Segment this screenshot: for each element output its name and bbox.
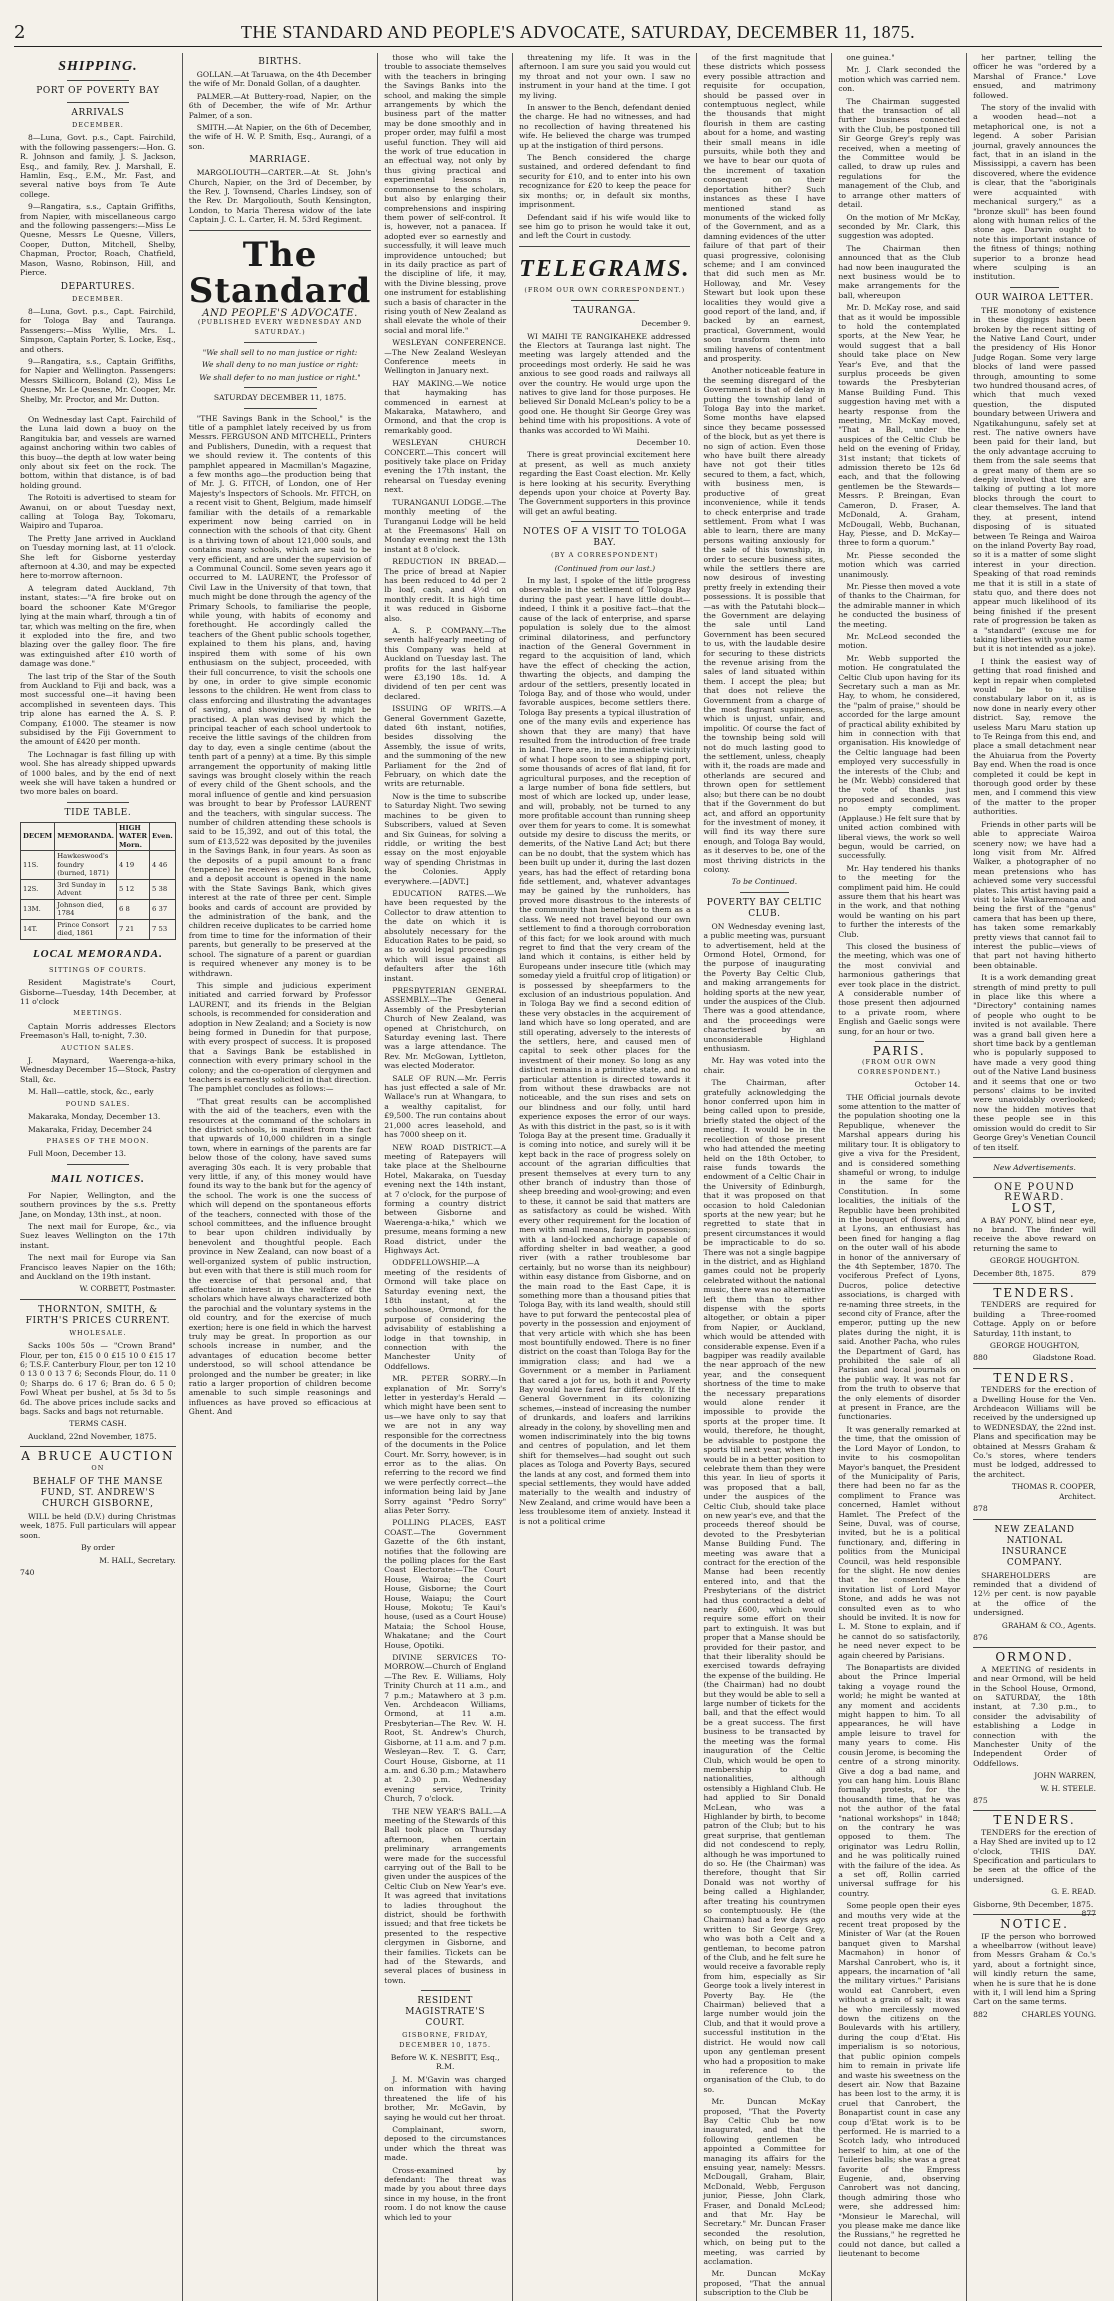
to-be-continued: To be Continued. bbox=[731, 877, 798, 887]
bruce-number: 740 bbox=[20, 1568, 35, 1578]
column-1 bbox=[14, 53, 183, 2301]
wairoa-paragraph: I think the easiest way of getting that road finished and kept in repair when completed would be to utilise constabulary labor on it, as is now done in nearly every other district. Say, remove the useless Maru Maru station up to Te Reinga from this end, and place a small detachment near the Ahuiarua from the Poverty Bay end. When the road is once completed it could be kept in thorough good order by these men, and I commend this view of the matter to the proper authorities. bbox=[973, 656, 1096, 817]
tologa-continued: (Continued from our last.) bbox=[554, 563, 656, 573]
leading-article: "THE Savings Bank in the School," is the title of a pamphlet lately received by us from Messrs. FERGUSON AND MITCHELL, Printers and Publishers, Dunedin, with a request that we should review it. The contents of this pamphlet appeared in Macmillan's Magazine, a few months ago—the production being that of Mr. J. G. FITCH, of London, one of Her Majesty's Inspectors of Schools. Mr. FITCH, on a recent visit to Ghent, Belgium, made himself familiar with the details of a remarkable experiment now being carried on in connection with the schools of that city. Ghent is a thriving town of about 121,000 souls, and contains many schools, which are said to be very efficient, and are under the supervision of a Communal Council. Some seven years ago it occurred to M. LAURENT, the Professor of Civil Law in the University of that town, that much might be done through the agency of the Primary Schools, to familiarise the people, while young, with habits of economy and forethought. He accordingly called the teachers of the Ghent public schools together, explained to them his plans, and, having inspired them with some of his own enthusiasm on the subject, proceeded, with their full concurrence, to visit the schools one by one, in order to give simple economic lessons to the children. He went from class to class enforcing and illustrating the advantages of saving, and showing how it might be practised. A plan was devised by which the principal teacher of each school undertook to receive the little savings of the children from day to day, even a single centime (about the tenth part of a penny) at a time. By this simple arrangement the opportunity of making little savings was brought closely within the reach of every child of the Ghent schools, and the moral influence of gentle and kind persuasion was brought to bear by Professor LAURENT and the teachers, with singular success. The number of children attending these schools is said to be 15,392, and out of this total, the sum of £13,522 was deposited by the juveniles in the Savings Bank, in four years. As soon as the deposits of a pupil amount to a franc (tenpence) he receives a Savings Bank book, and a deposit account is opened in the name with the State Savings Bank, which gives interest at the rate of three per cent. Simple books and cards of account are provided by the administration of the bank, and the children receive duplicates to be carried home from time to time for the information of their parents, but generally to be preserved at the school. The signature of a parent or guardian is required whenever any money is to be withdrawn. bbox=[188, 413, 372, 978]
tologa-byline: (BY A CORRESPONDENT) bbox=[551, 551, 659, 560]
news-paragraph: ISSUING OF WRITS.—A General Government Gazette, dated 6th instant, notifies, besides dissolving the Assembly, the issue of writs, and the summoning of the new Parliament for the 2nd of February, on which date the writs are returnable. bbox=[384, 704, 507, 789]
telegrams-subheading: (FROM OUR OWN CORRESPONDENT.) bbox=[524, 285, 686, 294]
auction-entry: M. Hall—cattle, stock, &c., early bbox=[28, 1087, 154, 1097]
auction-heading: AUCTION SALES. bbox=[61, 1043, 135, 1052]
auction-entry: J. Maynard, Waerenga-a-hika, Wednesday December 15—Stock, Pastry Stall, &c. bbox=[20, 1056, 176, 1084]
tender-body: TENDERS for the erection of a Dwelling House for the Ven. Archdeacon Williams will be received by the undersigned up to WEDNESDAY, the 22nd inst. Plans and specification may be obtained at Messrs Graham & Co.'s stores, where tenders must be lodged, addressed to the architect. bbox=[973, 1385, 1096, 1479]
dateline: December 10. bbox=[636, 438, 691, 447]
celtic-paragraph: Mr. J. Clark seconded the motion which was carried nem. con. bbox=[838, 65, 961, 94]
celtic-paragraph: Mr. Hay tendered his thanks to the meeting for the compliment paid him. He could assure them that his heart was in the work, and that nothing would be wanting on his part to further the interests of the Club. bbox=[838, 863, 961, 939]
prices-subheading: WHOLESALE. bbox=[69, 1328, 127, 1337]
news-paragraph: Now is the time to subscribe to Saturday Night. Two sewing machines to be given to Subscribers, valued at Seven and Six Guineas, for solving a riddle, or writing the best essay on the most enjoyable way of spending Christmas in the Colonies. Apply everywhere.—[ADVT.] bbox=[384, 791, 507, 886]
rm-court-date: GISBORNE, FRIDAY, DECEMBER 10, 1875. bbox=[399, 2031, 492, 2049]
celtic-club-heading: POVERTY BAY CELTIC CLUB. bbox=[706, 897, 823, 919]
celtic-paragraph: Mr. Hay was voted into the chair. bbox=[703, 1056, 826, 1075]
celtic-paragraph: Mr. Duncan McKay proposed, "That the Poverty Bay Celtic Club be now inaugurated, and that the following gentlemen be appointed a Committee for managing its affairs for the ensuing year, namely: Messrs. McDougall, Graham, Blair, McDonald, Webb, Ferguson junior, Piesse, John Clark, Fraser, and Donald McLeod; and that Mr. Hay be Secretary." Mr. Duncan Fraser seconded the resolution, which, on being put to the meeting, was carried by acclamation. bbox=[703, 2097, 826, 2267]
tologa-paragraph: In my last, I spoke of the little progress observable in the settlement of Tologa Bay during the past year. I have little doubt—indeed, I think it a positive fact—that the cause of the lack of enterprise, and sparse population is solely due to the almost criminal dilatoriness, and perfunctory inaction of the General Government in regard to the acquisition of land, which have the effect of checking the action, thwarting the objects, and damping the ardour of the settlers, presently located in Tologa Bay, and of those who would, under favorable auspices, become settlers there. Tologa Bay presents a typical illustration of one of the many evils and experience has shown that they are many) that have resulted from the introduction of free trade in land. There are, in the immediate vicinity of what I hope soon to see a shipping port, some thousands of acres of flat land, fit for agricultural purposes, and the reception of a large number of bona fide settlers, but most of which are locked up, under lease, and will, probably, not be turned to any more profitable account than running sheep over them for years to come. It is somewhat outside my desire to discuss the merits, or demerits, of the Native Land Act; but there can be no doubt, that the system which has been built up under it, during the last dozen years, has had the effect of retarding bona fide settlement, and, whatever advantages may be gained by the runholders, has proved more disastrous to the interests of the community than beneficial to them as a class. We need not travel beyond our own settlement to find a thorough corroboration of this fact; for we look around with much regret to find that the very cream of the land which it contains, is either held by Europeans under insecure title (which may someday yield a fruitful crop of litigation) or is possessed by sheepfarmers to the exclusion of an industrious population. And in Tologa Bay we find a second edition of these very obstacles in the acquirement of land which have so long operated, and are still operating, adversely to the interests of the settlers, here, and caused men of capital to seek other places for the investment of their money. So long as any distinct remains in a primitive state, and no particular attention is directed towards it from without these drawbacks are not noticeable, and the sun rises and sets on our blindness and our folly, until hard experience exposes the error of our ways. As with this district in the past, so is it with Tologa Bay at the present time. Gradually it is coming into notice, and surely will it be kept back in the race of progress solely on account of the agrarian difficulties that present themselves at every turn to any other branch of industry than those of sheep breeding and wool-growing; and even to these, it cannot be said that matters are as satisfactory as could be wished. With every other requirement for the location of men with small means, fairly in possession; with a land-locked anchorage capable of affording shelter in bad weather, a good river (with a rather troublesome bar certainly, but no worse than its neighbour) within easy distance from Gisborne, and on the main road to the East Cape, it is something more than a thousand pities that Tologa Bay, with its land wealth, should still have to put forward the pentecostal plea of poverty in the possession and enjoyment of that very article with which she has been most bountifully endowed. There is no finer district on the coast than Tologa Bay for the immigration class; and had we a Government or a member in Parliament that cared a jot for us, both it and Poverty Bay would have fared far differently. If the General Government in its colonizing schemes,—instead of increasing the number of drunkards, and loafers and larrikins already in the colony, by shovelling men and women indiscriminately into the big towns and centres of population, and let them shift for themselves—had sought out such places as Tologa and Poverty Bays, secured the lands at any cost, and formed them into special settlements, they would have added materially to the wealth and industry of New Zealand, and crime would have been a less troublesome item of anxiety. Instead it is not a political crime bbox=[519, 576, 691, 1526]
page-number: 2 bbox=[14, 22, 26, 43]
tender-signature: THOMAS R. COOPER, Architect. bbox=[1011, 1482, 1096, 1501]
prices-body: Sacks 100s 50s — "Crown Brand" Flour, per ton, £15 0 0 £15 10 0 £15 17 6; T.S.F. Canterbury Flour, per ton 12 10 0 13 0 0 13 7 6; Seconds Flour, do. 11 0 0; Sharps do. 6 17 6; Bran do. 6 5 0; Fowl Wheat per bushel, at 5s 3d to 5s 6d. The above prices include sacks and bags. Sacks and bags not returnable. bbox=[20, 1341, 176, 1417]
mail-entry: The next mail for Europe, &c., via Suez leaves Wellington on the 17th instant. bbox=[20, 1221, 176, 1250]
bruce-by-order: By order bbox=[81, 1543, 115, 1553]
telegram-paragraph: There is great provincial excitement here at present, as well as much anxiety regarding the East Coast election. Mr. Kelly is here looking at his security. Everything depends upon your choice at Poverty Bay. The Government supporters in this province will get an awful beating. bbox=[519, 450, 691, 516]
standard-logo-subtitle: AND PEOPLE'S ADVOCATE. bbox=[202, 307, 358, 319]
news-paragraph: THE NEW YEAR'S BALL.—A meeting of the Stewards of this Ball took place on Thursday afternoon, when certain preliminary arrangements were made for the successful carrying out of the Ball to be given under the auspices of the Celtic Club on New Year's eve. It was agreed that invitations to ladies throughout the district, should be forthwith issued; and that free tickets be presented to the respective clergymen in Gisborne, and their families. Tickets can be had of the Stewards, and several places of business in town. bbox=[384, 1806, 507, 1985]
news-paragraph: NEW ROAD DISTRICT.—A meeting of Ratepayers will take place at the Shelbourne Hotel, Makaraka, on Tuesday evening next the 14th instant, at 7 o'clock, for the purpose of forming a country district between Gisborne and Waerenga-a-hika," which we presume, means forming a new Road district, under the Highways Act. bbox=[384, 1142, 507, 1255]
shipping-news: The Lochnagar is fast filling up with wool. She has already shipped upwards of 1000 bales, and by the end of next week she will have taken a hundred or two more bales on board. bbox=[20, 749, 176, 797]
tologa-heading: NOTES OF A VISIT TO TOLOGA BAY. bbox=[522, 527, 687, 549]
celtic-paragraph: The Chairman suggested that the transaction of all further business connected with the Club, be postponed till Sir George Grey's reply was received, when a meeting of the Committee would be called, to draw up rules and regulations for the management of the Club, and to arrange other matters of detail. bbox=[838, 96, 961, 210]
ormond-signature: W. H. STEELE. bbox=[1040, 1783, 1096, 1793]
departure-entry: 9—Rangatira, s.s., Captain Griffiths, for Napier and Wellington. Passengers: Messrs Skillicorn, Boland (2), Miss Le Quesne, Mr. Le Quesne, Mr. Cooper, Mr. Shelby, Mr. Proctor, and Mr. Dutton. bbox=[20, 356, 176, 404]
tide-table-heading: TIDE TABLE. bbox=[64, 807, 132, 818]
motto-line: We shall defer to no man justice or right." bbox=[199, 372, 361, 382]
news-paragraph: A. S. P. COMPANY.—The seventh half-yearly meeting of this Company was held at Auckland on Tuesday last. The profits for the last half-year were £3,190 18s. 1d. A dividend of ten per cent was declared. bbox=[384, 625, 507, 701]
table-row: 12S. 3rd Sunday in Advent 5 12 5 38 bbox=[21, 879, 176, 899]
rm-court-heading: RESIDENT MAGISTRATE'S COURT. bbox=[405, 1996, 486, 2029]
tender-signature: GEORGE HOUGHTON, bbox=[989, 1341, 1080, 1350]
births-heading: BIRTHS. bbox=[258, 57, 302, 67]
leading-article: "That great results can be accomplished with the aid of the teachers, even with the resources at the command of the scholars in the district schools, is manifest from the fact that upwards of 10,000 children in a single town, where in earnings of the parents are far below those of the colony, have saved sums averaging 30s each. It is very probable that very little, if any, of this money would have found its way to the bank but for the agency of the school. The work is one the success of which will depend on the spontaneous efforts of the teachers, connected with those of the school committees, and the influence brought to bear upon children individually by benevolent and thoughtful people. Each province in New Zealand, can now boast of a well-organized system of public instruction, but even with that there is still much room for the exercise of that personal and, that affectionate interest in the welfare of the scholars which have always characterized both the parochial and the voluntary systems in the old country, and for the exercise of much exertion; here is one field in which the harvest truly may be great. In proportion as our schools increase in number, and the advantages of education become better understood, so will school attendance be prolonged and the number be greater; in like ratio a larger proportion of children become amenable to such simple reasonings and influences as have proved so efficacious at Ghent. And bbox=[188, 1096, 372, 1417]
ormond-body: A MEETING of residents in and near Ormond, will be held in the School House, Ormond, on SATURDAY, the 18th instant, at 7.30 p.m., to consider the advisability of establishing a Lodge in connection with the Manchester Unity of the Independent Order of Oddfellows. bbox=[973, 1664, 1096, 1768]
notice-heading: NOTICE. bbox=[1000, 1917, 1069, 1932]
sittings-heading: SITTINGS OF COURTS. bbox=[48, 965, 147, 974]
celtic-paragraph: This closed the business of the meeting, which was one of the most convivial and harmonious gatherings that ever took place in the district. A considerable number of those present then adjourned to a private room, where English and Gaelic songs were sung, for an hour or two. bbox=[838, 941, 961, 1036]
celtic-paragraph: On the motion of Mr McKay, seconded by Mr. Clark, this suggestion was adopted. bbox=[838, 212, 961, 241]
notice-signature: 882 CHARLES YOUNG. bbox=[973, 2009, 1096, 2019]
newspaper-title: THE STANDARD AND PEOPLE'S ADVOCATE, SATURDAY, DECEMBER 11, 1875. bbox=[240, 22, 916, 42]
column-3 bbox=[378, 53, 513, 2301]
leading-article: This simple and judicious experiment initiated and carried forward by Professor LAURENT, and its friends in the Belgian schools, is recommended for consideration and adoption in New Zealand; and a Society is now being formed in Dunedin for that purpose, with every prospect of success. It is proposed that a Savings Bank be established in connection with every primary school in the colony; and the co-operation of clergymen and teachers is earnestly solicited in that direction. The pamphlet concludes as follows:— bbox=[188, 980, 372, 1094]
paris-paragraph: THE Official journals devote some attention to the matter of the population shooting one la Republique, whenever the Marshal appears during his military tour. It is obligatory to give a viva for the President, and is considered something shameful or wrong, to indulge in the same for the Constitution. In some localities, the initials of the Republic have been prohibited in the bouquet of flowers, and at Lyons, an enthusiast has been fined for hanging a flag on the outer wall of his abode in honor of the anniversary of the 4th September, 1870. The vociferous Prefect of Lyons, Ducros, police detective associations, is charged with re-naming three streets, in the second city of France, after the emperor, putting up the new plates during the night, it is said. Another Pacha, who rules the Department of Gard, has prohibited the sale of all Parisian and local journals on the public way. It was not far from the truth to observe that the only elements of disorder at present in France, are the functionaries. bbox=[838, 1092, 961, 1422]
dateline: December 9. bbox=[641, 319, 691, 329]
standard-logo bbox=[188, 234, 372, 337]
tender-number: 878 bbox=[973, 1504, 988, 1514]
celtic-paragraph: Mr. Duncan McKay proposed, "That the annual subscription to the Club be bbox=[703, 2269, 826, 2298]
tologa-paragraph: Another noticeable feature in the seeming disregard of the Government is that of delay in putting the township land of Tologa Bay into the market. Some months have elapsed since they became possessed of the block, but as yet there is no sign of action. Even those who have built there already have not got their titles secured to them, a fact, which, with business men, is productive of great inconvenience, while it tends to check enterprise and trade settlement. From what I was able to learn, there are many persons waiting anxiously for the sale of this township, in order to secure business sites, while the settlers there are now desirous of investing pretty freely in extending their possessions. It is possible that—as with the Patutahi block—the Government are delaying the sale until Land Government has been secured to us, with the laudable desire for securing to these districts the revenue arising from the sales of land situated within them. I accept the plea; but that does not relieve the Government from a charge of the most flagrant supineness, which is unjust, unfair, and impolitic. Of course the fact of the township being sold will not do much lasting good to the settlement, unless, cheaply with it, the roads are made and otherlands are secured and thrown open for settlement also; but there can be no doubt that if the Government do but act, and afford an opportunity for the investment of money, it will find its way there sure enough, and Tologa Bay would, as it deserves to be, one of the most thriving districts in the colony. bbox=[703, 366, 826, 874]
court-paragraph: Defendant said if his wife would like to see him go to prison he would take it out, and left the Court in custody. bbox=[519, 212, 691, 241]
court-paragraph: Complainant, sworn, deposed to the circumstances under which the threat was made. bbox=[384, 2124, 507, 2163]
column-4 bbox=[513, 53, 697, 2301]
shipping-news: The Rotoiti is advertised to steam for Awanui, on or about Tuesday next, calling at Tologa Bay, Tokomaru, Waipiro and Tuparoa. bbox=[20, 493, 176, 531]
new-advertisements-heading: New Advertisements. bbox=[993, 1162, 1076, 1172]
insurance-body: SHAREHOLDERS are reminded that a dividend of 12½ per cent. is now payable at the office of the undersigned. bbox=[973, 1570, 1096, 1618]
dateline: October 14. bbox=[914, 1080, 961, 1090]
lost-heading: LOST, bbox=[1011, 1201, 1058, 1216]
celtic-paragraph: The Chairman then announced that as the Club had now been inaugurated the next business would be to make arrangements for the ball, whereupon bbox=[838, 243, 961, 300]
bruce-body: WILL be held (D.V.) during Christmas week, 1875. Full particulars will appear soon. bbox=[20, 1512, 176, 1540]
shipping-news: The last trip of the Star of the South from Auckland to Fiji and back, was a most successful one—it having been accomplished in seventeen days. This trip alone has earned the A. S. P. Company, £1000. The steamer is now subsidised by the Fiji Government to the amount of £420 per month. bbox=[20, 671, 176, 747]
departures-heading: DEPARTURES. bbox=[60, 281, 136, 292]
celtic-paragraph: The Chairman, after gratefully acknowledging the honor conferred upon him in being called upon to preside, briefly stated the object of the meeting. It would be in the recollection of those present who had attended the meeting held on the 18th October, to raise funds towards the endowment of a Celtic Chair in the University of Edinburgh, that it was proposed on that occasion to hold Caledonian sports at the new year; but he regretted to state that in present circumstances it would be impracticable to do so. There was not a single bagpipe in the district, and as Highland games could not be properly celebrated without the national music, there was no alternative left them than to either dispense with the sports altogether, or obtain a piper from Napier, or Auckland, which would be attended with considerable expense. Even if a bagpiper was readily available the near approach of the new year, and the consequent shortness of the time to make the necessary preparations would alone render it impossible to provide the sports at the proper time. It would, therefore, he thought, be advisable to postpone the sports till next year, when they would be in a better position to celebrate them than they were this year. In lieu of sports it was proposed that a ball, under the auspices of the Celtic Club, should take place on new year's eve, and that the proceeds thereof should be devoted to the Presbyterian Manse Building Fund. The meeting was aware that a contract for the erection of the Manse had been recently entered into, and that the Presbyterians of the district had thus contracted a debt of nearly £600, which would require some effort on their part to extinguish. It was but proper that a Manse should be provided for their pastor, and that their liberality should be exercised towards defraying the expense of the building. He (the Chairman) had no doubt but they would be able to sell a large number of tickets for the ball, and that the effect would be a great success. The first business to be transacted by the meeting was the formal inauguration of the Celtic Club, which would be open to membership to all nationalities, although ostensibly a Highland Club. He had applied to Sir Donald McLean, who was a Highlander by birth, to become patron of the Club; but to his great surprise, that gentleman did not condescend to reply, although he was importuned to do so. He (the Chairman) was therefore, thought that Sir Donald was not worthy of being called a Highlander, after treating his countrymen so contemptuously. He (the Chairman) had a few days ago written to Sir George Grey, who was both a Celt and a gentleman, to become patron of the Club, and he felt sure he would receive a favorable reply from him, especially as Sir George took a lively interest in Poverty Bay. He (the Chairman) believed that a large number would join the Club, and that it would prove a successful institution in the district. He would now call upon any gentleman present who had a proposition to make in reference to the organisation of the Club, to do so. bbox=[703, 1078, 826, 2094]
celtic-paragraph: Mr. D. McKay rose, and said that as it would be impossible to hold the contemplated sports, at the New Year, he would suggest that a ball should take place on New Year's Eve, and that the surplus proceeds be given towards the Presbyterian Manse Building Fund. This suggestion having met with a hearty response from the meeting, Mr. McKay moved, "That a Ball, under the auspices of the Celtic Club be held on the evening of Friday, 31st instant; that tickets of admission thereto be 12s 6d each, and that the following gentlemen be the Stewards—Messrs. P. Breingan, Evan Cameron, D. Fraser, A. McDonald, A. Graham, McDougall, Webb, Buchanan, Hay, Piesse, and D. McKay—three to form a quorum." bbox=[838, 303, 961, 548]
news-paragraph: POLLING PLACES, EAST COAST.—The Government Gazette of the 6th instant, notifies that the following are the polling places for the East Coast Electorate:—The Court House, Wairoa; the Court House, Gisborne; the Court House, Waiapu; the Court House, Mokotu; Te Kaui's house, (used as a Court House) Mataia; the School House, Whakatane; and the Court House, Opotiki. bbox=[384, 1518, 507, 1650]
wairoa-paragraph: THE monotony of existence in these diggings has been broken by the recent sitting of the Native Land Court, under the presidency of His Honor Judge Rogan. Some very large blocks of land were passed through, amounting to some two hundred thousand acres, of which that much vexed question, the disputed boundary between Uriwera and Ngatikahungunu, safely set at rest. The native owners have been paid for their land, but the only advantage accruing to them from the sale seems that a great many of them are so deeply involved that they are talking of putting a lot more blocks through the court to clear themselves. The land that they, at present, intend disposing of is situated between Te Reinga and Wairoa on the inland Poverty Bay road, so it is a matter of some slight interest in your direction. Speaking of that road reminds me that it is still in a state of statu quo, and there does not appear much likelihood of its being finished if the present rate of progression be taken as a "standard" (excuse me for taking liberties with your name but it is not intended as a joke). bbox=[973, 305, 1096, 654]
tender-date: Gisborne, 9th December, 1875. 877 bbox=[973, 1899, 1096, 1919]
tauranga-heading: TAURANGA. bbox=[573, 306, 637, 317]
tender-address: 880 Gladstone Road. bbox=[973, 1353, 1096, 1363]
shipping-news: On Wednesday last Capt. Fairchild of the Luna laid down a buoy on the Rangitukia bar, and vessels are warned against anchoring within two cables of this buoy—the depth at low water being only about six feet on the rock. The bottom, within that distance, is of bad holding ground. bbox=[20, 414, 176, 490]
telegram-paragraph: WI MAIHI TE RANGIKAHEKE addressed the Electors at Tauranga last night. The meeting was largely attended and the proceedings most orderly. He said he was anxious to see good roads and railways all over the country. He would urge upon the natives to give land for those purposes. He believed Sir Donald McLean's policy to be a good one. He thought Sir George Grey was behind time with his propositions. A vote of thanks was accorded to Wi Maihi. bbox=[519, 331, 691, 435]
table-row: 14T. Prince Consort died, 1861 7 21 7 53 bbox=[21, 919, 176, 939]
wairoa-paragraph: It is a work demanding great strength of mind pretty to pull in place like this where a "Directory" containing names of people who ought to be invited is not available. There was a grand ball given here a short time back by a gentleman who is popularly supposed to have made a very good thing out of the Native Land business and it seems that one or two persons' claims to be invited were unavoidably overlooked; now the hidden motives that these people see in this omission would do credit to Sir George Grey's Venetian Council of ten itself. bbox=[973, 973, 1096, 1152]
insurance-heading: NEW ZEALAND NATIONAL INSURANCE COMPANY. bbox=[994, 1524, 1075, 1568]
court-paragraph: J. M. M'Gavin was charged on information with having threatened the life of his brother, Mr. McGavin, by saying he would cut her throat. bbox=[384, 2074, 507, 2122]
column-5 bbox=[697, 53, 832, 2301]
news-paragraph: WESLEYAN CHURCH CONCERT.—This concert will positively take place on Friday evening the 17th instant, the rehearsal on Tuesday evening next. bbox=[384, 438, 507, 495]
wairoa-heading: OUR WAIROA LETTER. bbox=[975, 292, 1094, 303]
sitting-entry: Resident Magistrate's Court, Gisborne—Tuesday, 14th December, at 11 o'clock bbox=[20, 978, 176, 1007]
shipping-heading: SHIPPING. bbox=[58, 59, 138, 74]
insurance-number: 876 bbox=[973, 1632, 988, 1642]
birth-entry: SMITH.—At Napier, on the 6th of December, the wife of H. W. P. Smith, Esq., Aurangi, of a son. bbox=[188, 123, 372, 151]
shipping-news: The Pretty Jane arrived in Auckland on Tuesday morning last, at 11 o'clock. She left for Gisborne yesterday afternoon at 4.30, and may be expected here to-morrow afternoon. bbox=[20, 533, 176, 581]
arrivals-month: DECEMBER. bbox=[71, 121, 124, 129]
news-paragraph: ODDFELLOWSHIP.—A meeting of the residents of Ormond will take place on Saturday evening next, the 18th instant, at the schoolhouse, Ormond, for the purpose of considering the advisability of establishing a lodge in that township, in connection with the Manchester Unity of Oddfellows. bbox=[384, 1258, 507, 1371]
tenders-heading: TENDERS. bbox=[993, 1813, 1076, 1828]
celtic-paragraph: Mr. Piesse then moved a vote of thanks to the Chairman, for the admirable manner in which he conducted the business of the meeting. bbox=[838, 581, 961, 629]
standard-logo-title: The Standard bbox=[188, 234, 372, 311]
column-grid bbox=[14, 53, 1102, 2298]
celtic-paragraph: one guinea." bbox=[846, 53, 895, 62]
court-paragraph: threatening my life. It was in the afternoon. I am sure you said you would cut my throat and not your own. I saw no instrument in your hand at the time. I got my living. bbox=[519, 53, 691, 100]
prices-heading: THORNTON, SMITH, & FIRTH'S PRICES CURRENT. bbox=[25, 1304, 171, 1326]
arrival-entry: 9—Rangatira, s.s., Captain Griffiths, from Napier, with miscellaneous cargo and the following passengers:—Miss Le Quesne, Messrs Le Quesne, Villers, Cooper, Dutton, Mitchell, Shelby, Chapman, Proctor, Roach, Chatfield, Mason, Wasno, Robinson, Hill, and Pierce. bbox=[20, 202, 176, 278]
celtic-paragraph: Mr. McLeod seconded the motion. bbox=[838, 631, 961, 651]
motto-line: "We shall sell to no man justice or right: bbox=[202, 347, 358, 357]
table-row: 11S. Hawkeswood's foundry (burned, 1871) 4 19 4 46 bbox=[21, 851, 176, 880]
lost-body: A BAY PONY, blind near eye, no brand. The finder will receive the above reward on returning the same to bbox=[973, 1215, 1096, 1253]
column-7 bbox=[967, 53, 1102, 2301]
news-paragraph: SALE OF RUN.—Mr. Ferris has just effected a sale of Mr. Wallace's run at Whangara, to a wealthy capitalist, for £9,500. The run contains about 21,000 acres leasehold, and has 7000 sheep on it. bbox=[384, 1073, 507, 1140]
court-paragraph: In answer to the Bench, defendant denied the charge. He had no witnesses, and had no recollection of having threatened his wife. He believed the charge was trumped up at the instigation of third persons. bbox=[519, 103, 691, 150]
column-2 bbox=[183, 53, 379, 2301]
tenders-heading: TENDERS. bbox=[993, 1370, 1076, 1385]
paris-paragraph: Some people open their eyes and mouths very wide at the recent treat proposed by the Minister of War (at the Rouen banquet given to Marshal Macmahon) in honor of Marshal Canrobert, who is, it appears, the incarnation of "all the military virtues." Parisians would eat Canrobert, even without a grain of salt; it was he who mercilessly mowed down the citizens on the Boulevards with his artillery, during the coup d'Etat. His imperialism is so notorious, that public opinion compels him to remain in private life and waste his sweetness on the desert air. Now that Bazaine has been lost to the army, it is cruel that Canrobert, the Bonapartist count in case any coup d'Etat work is to be performed. He is married to a Scotch lady, who introduced herself to him, at one of the Tuileries balls; she was a great favorite of the Empress Eugenie, and, observing Canrobert was not dancing, though admiring those who were, she addressed him: "Monsieur le Marechal, will you please make me dance like the Russians," he regretted he could not dance, but called a lieutenant to become bbox=[838, 1901, 961, 2259]
tender-body: TENDERS for the erection of a Hay Shed are invited up to 12 o'clock, THIS DAY. Specification and particulars to be seen at the office of the undersigned. bbox=[973, 1827, 1096, 1884]
departure-entry: 8—Luna, Govt. p.s., Capt. Fairchild, for Tologa Bay and Tauranga. Passengers:—Miss Wyllie, Mrs. L. Simpson, Captain Porter, S. Locke, Esq., and others. bbox=[20, 306, 176, 354]
prices-terms: TERMS CASH. bbox=[69, 1419, 127, 1429]
moon-heading: PHASES OF THE MOON. bbox=[46, 1136, 150, 1145]
tide-header: MEMORANDA. bbox=[55, 822, 117, 851]
celtic-paragraph: ON Wednesday evening last, a public meeting was, pursuant to advertisement, held at the Ormond Hotel, Ormond, for the purpose of inaugurating the Poverty Bay Celtic Club, and making arrangements for holding sports at the new year, under the auspices of the Club. There was a good attendance, and the proceedings were characterised by an unconsiderable Highland enthusiasm. bbox=[703, 921, 826, 1054]
birth-entry: PALMER.—At Buttery-road, Napier, on the 6th of December, the wife of Mr. Arthur Palmer, of a son. bbox=[188, 91, 372, 120]
news-paragraph: REDUCTION IN BREAD.—The price of bread at Napier has been reduced to 4d per 2 lb loaf, cash, and 4½d on monthly credit. It is high time it was reduced in Gisborne also. bbox=[384, 557, 507, 623]
pound-entry: Makaraka, Monday, December 13. bbox=[28, 1112, 161, 1122]
column-6 bbox=[832, 53, 967, 2301]
court-paragraph: The Bench considered the charge sustained, and ordered defendant to find security for £10, and to enter into his own recognizance for £20 to keep the peace for six months; or, in default six months, imprisonment. bbox=[519, 153, 691, 210]
tide-header: Even. bbox=[150, 822, 176, 851]
page-masthead bbox=[14, 22, 1102, 47]
issue-date: SATURDAY DECEMBER 11, 1875. bbox=[213, 393, 347, 403]
tender-body: TENDERS are required for building a Three-roomed Cottage. Apply on or before Saturday, 11th instant, to bbox=[973, 1300, 1096, 1338]
pound-reward-heading: ONE POUND REWARD. bbox=[994, 1182, 1076, 1203]
news-paragraph: TURANGANUI LODGE.—The monthly meeting of the Turanganui Lodge will be held at the Freemasons' Hall on Monday evening next the 13th instant at 8 o'clock. bbox=[384, 497, 507, 554]
tide-table bbox=[20, 822, 176, 940]
ormond-signature: JOHN WARREN, bbox=[1034, 1771, 1096, 1781]
pound-entry: Makaraka, Friday, December 24 bbox=[28, 1124, 152, 1134]
marriage-entry: MARGOLIOUTH—CARTER.—At St. John's Church, Napier, on the 3rd of December, by the Rev. J. Townsend, Charles Lindsey, son of the Rev. Dr. Margoliouth, South Kensington, London, to Maria Theresa widow of the late Captain J. C. L. Carter, H. M. 53rd Regiment. bbox=[188, 168, 372, 225]
lost-signature: GEORGE HOUGHTON. bbox=[989, 1256, 1080, 1266]
court-paragraph: Cross-examined by defendant: The threat was made by you about three days since in my house, in the front room. I do not know the cause which led to your bbox=[384, 2165, 507, 2222]
celtic-paragraph: Mr. Piesse seconded the motion which was carried unanimously. bbox=[838, 550, 961, 579]
local-memoranda-heading: LOCAL MEMORANDA. bbox=[32, 947, 163, 960]
telegrams-heading: TELEGRAMS. bbox=[519, 255, 691, 282]
wairoa-paragraph: Friends in other parts will be able to appreciate Wairoa scenery now; we have had a long visit from Mr. Alfred Walker, a photographer of no mean pretensions who has achieved some very successful plates. This artist having paid a visit to lake Waikaremoana and being the first of the "genus" camera that has been up there, has taken some remarkably pretty views that cannot fail to interest the public—views of that part not having hitherto been obtainable. bbox=[973, 819, 1096, 970]
tide-header: HIGH WATER Morn. bbox=[117, 822, 150, 851]
paris-paragraph: The Bonapartists are divided about the Prince Imperial taking a voyage round the world; he might be wanted at any moment and accidents might happen to him. To all appearances, he will have ample leisure to travel for many years to come. His cousin Jerome, is becoming the centre of a strong minority. Give a dog a bad name, and you can hang him. Louis Blanc formally protests, for the thousandth time, that he was not the author of the fatal "national workshops" in 1848; on the contrary he was opposed to them. The originator was Ledru Rollin, and he was politically ruined with the failure of the idea. As a set off, Rollin carried universal suffrage for his country. bbox=[838, 1663, 961, 1898]
tologa-paragraph: of the first magnitude that these districts which possess every possible attraction and requisite for occupation, should be passed over in contemptuous neglect, while the thousands that might flourish in them are casting about for a home, and wasting their small means in idle pursuits, while both they and we have to bear our quota of the increment of taxation consequent on their deportation hither? Such instances as these I have mentioned stand as monuments of the wicked folly of the Government, and as a damning evidences of the utter failure of that part of their quasi progressive, colonising scheme; and I am convinced that did such men as Mr. Holloway, and Mr. Vesey Stewart but look upon these localities they would give a good report of the land, and, if backed by an earnest, practical, Government, would soon transform them into smiling havens of contentment and prosperity. bbox=[703, 53, 826, 363]
marriage-heading: MARRIAGE. bbox=[249, 155, 311, 166]
rm-court-before: Before W. K. NESBITT, Esq., R.M. bbox=[390, 2053, 500, 2072]
pound-heading: POUND SALES. bbox=[65, 1099, 131, 1108]
mail-entry: The next mail for Europe via San Francisco leaves Napier on the 16th; and Auckland on the 19th instant. bbox=[20, 1253, 176, 1281]
tide-header: DECEM bbox=[21, 822, 55, 851]
port-heading: PORT OF POVERTY BAY bbox=[36, 86, 160, 96]
meeting-entry: Captain Morris addresses Electors Freemason's Hall, to-night, 7.30. bbox=[20, 1021, 176, 1041]
prices-date: Auckland, 22nd November, 1875. bbox=[28, 1431, 157, 1441]
lost-date: December 8th, 1875. 879 bbox=[973, 1268, 1096, 1278]
tenders-heading: TENDERS. bbox=[993, 1285, 1076, 1300]
arrival-entry: 8—Luna, Govt. p.s., Capt. Fairchild, with the following passengers:—Hon. G. R. Johnson and family, J. S. Jackson, Esq., and family, Rev. J. Marshall, E. Hamlin, Esq., E.M., Mr. Fast, and several native boys from Te Aute college. bbox=[20, 133, 176, 199]
mail-entry: For Napier, Wellington, and the southern provinces by the s.s. Pretty Jane, on Monday, 13th inst., at noon. bbox=[20, 1190, 176, 1219]
paris-paragraph: her partner, telling the officer he was "ordered by a Marshal of France." Love ensued, and matrimony followed. bbox=[973, 53, 1096, 100]
tender-signature: G. E. READ. bbox=[1051, 1887, 1096, 1897]
bruce-behalf: BEHALF OF THE MANSE FUND, ST. ANDREW'S CHURCH GISBORNE, bbox=[32, 1477, 163, 1510]
ormond-heading: ORMOND. bbox=[995, 1650, 1074, 1665]
paris-paragraph: It was generally remarked at the time, that the omission of the Lord Mayor of London, to invite to his cosmopolitan Mayor's banquet, the President of the Municipality of Paris, there had been no far as the compliment to France was concerned, Hamlet without Hamlet. The Prefect of the Seine, Duval, was of course, invited, but he is a political functionary, and, differing in politics from the Municipal Council, was held responsible for the slight. He now denies that he consented the invitation list of Lord Mayor Stone, and adds he was not consulted even as to who should be invited. It is now for L. M. Stone to explain, and if he cannot do so satisfactorily, he need never expect to be again cheered by Parisians. bbox=[838, 1424, 961, 1660]
arrivals-heading: ARRIVALS bbox=[71, 108, 125, 118]
paris-paragraph: The story of the invalid with a wooden head—not a metaphorical one, is not a legend. A sober Parisian journal, gravely announces the fact, that in an island in the Mississippi, a cavern has been discovered, where the evidence is clear, that the "aboriginals were acquainted with mechanical surgery," as a "bronze skull" has been found along with human relics of the stone age. Darwin ought to note this important instance of the fitness of things; nothing superior to a bronze head where sculping is an institution. bbox=[973, 103, 1096, 282]
moon-entry: Full Moon, December 13. bbox=[28, 1149, 127, 1159]
news-paragraph: PRESBYTERIAN GENERAL ASSEMBLY.—The General Assembly of the Presbyterian Church of New Zealand, was opened at Christchurch, on Saturday evening last. There was a large attendance. The Rev. Mr. McGowan, Lyttleton, was elected Moderator. bbox=[384, 986, 507, 1071]
birth-entry: GOLLAN.—At Taruawa, on the 4th December the wife of Mr. Donald Gollan, of a daughter. bbox=[188, 70, 372, 89]
paris-heading: PARIS. bbox=[872, 1044, 926, 1059]
news-paragraph: EDUCATION RATES.—We have been requested by the Collector to draw attention to the date on which it is absolutely necessary for the Education Rates to be paid, so as to avoid legal proceedings which will issue against all defaulters after the 16th instant. bbox=[384, 888, 507, 983]
celtic-paragraph: Mr. Webb supported the motion. He congratulated the Celtic Club upon having for its Secretary such a man as Mr. Hay, to whom, he considered, the "palm of praise," should be accorded for the large amount of practical ability exhibited by him in connection with that organisation. His knowledge of the Celtic language had been employed very successfully in the interests of the Club; and he (Mr. Webb) considered that the vote of thanks just proposed and seconded, was no empty compliment. (Applause.) He felt sure that by united action combined with liberal views, the work so well begun, would be carried, on successfully. bbox=[838, 653, 961, 861]
bruce-on: ON bbox=[91, 1463, 105, 1472]
shipping-news: A telegram dated Auckland, 7th instant, states:—"A fire broke out on board the schooner Kate M'Gregor lying at the main wharf, through a tin of tar, which was melting on the fire, when it exploded into the fire, and two blazing over the galley floor. The fire was extinguished after £10 worth of damage was done." bbox=[20, 583, 176, 669]
news-paragraph: HAY MAKING.—We notice that haymaking has commenced in earnest at Makaraka, Matawhero, and Ormond, and that the crop is remarkably good. bbox=[384, 378, 507, 435]
postmaster-signature: W. CORBETT, Postmaster. bbox=[79, 1284, 176, 1294]
ormond-number: 875 bbox=[973, 1796, 988, 1806]
paris-byline: (FROM OUR OWN CORRESPONDENT.) bbox=[857, 1058, 941, 1076]
news-paragraph: MR. PETER SORRY.—In explanation of Mr. Sorry's letter in yesterday's Herald —which might have been sent to us—we have only to say that we are not in any way responsible for the correctness of the documents in the Police Court. Mr. Sorry, however, is in error as to the alias. On referring to the record we find we were perfectly correct—the information being laid by Jane Sorry against "Pedro Sorry" alias Peter Sorry. bbox=[384, 1374, 507, 1515]
notice-body: IF the person who borrowed a wheelbarrow (without leave) from Messrs Graham & Co.'s yard, about a fortnight since, will kindly return the same, when he is sure that he is done with it, I will lend him a Spring Cart on the same terms. bbox=[973, 1931, 1096, 2007]
meetings-heading: MEETINGS. bbox=[73, 1009, 123, 1018]
news-paragraph: WESLEYAN CONFERENCE.—The New Zealand Wesleyan Conference meets in Wellington in January next. bbox=[384, 338, 507, 376]
leading-article-continued: those who will take the trouble to associate themselves with the teachers in bringing the Savings Banks into the school, and making the simple arrangements by which the business part of the matter may be done smoothly and in proper order, may fulfil a most useful function. They will aid the work of true education in an effectual way, not only by thus giving practical and experimental lessons in commonsense to the scholars, but also by enlarging their comprehensions and inspiring them power of self-control. It is, however, not a panacea. If adopted ever so earnestly and successfully, it will leave much improvidence untouched; but in its daily practice as part of the discipline of life, it may, with the Divine blessing, prove one instrument for establishing such a basis of character in the rising youth of New Zealand as shall elevate the whole of their social and moral life." bbox=[384, 53, 507, 335]
bruce-signature: M. HALL, Secretary. bbox=[99, 1555, 176, 1565]
bruce-auction-heading: A BRUCE AUCTION bbox=[21, 1449, 175, 1464]
news-paragraph: DIVINE SERVICES TO-MORROW.—Church of England—The Rev. E. Williams, Holy Trinity Church at 11 a.m., and 7 p.m.; Matawhero at 3 p.m. Ven. Archdeacon Williams, Ormond, at 11 a.m. Presbyterian—The Rev. W. H. Root, St. Andrew's Church, Gisborne, at 11 a.m. and 7 p.m. Wesleyan—Rev. T. G. Carr, Court House, Gisborne, at 11 a.m. and 6.30 p.m.; Matawhero at 2.30 p.m. Wednesday evening service, Trinity Church, 7 o'clock. bbox=[384, 1653, 507, 1804]
mail-notices-heading: MAIL NOTICES. bbox=[50, 1172, 145, 1185]
insurance-signature: GRAHAM & CO., Agents. bbox=[1001, 1620, 1096, 1630]
departures-month: DECEMBER. bbox=[71, 294, 124, 303]
table-row: 13M. Johnson died, 1784 6 8 6 37 bbox=[21, 899, 176, 919]
publication-schedule: (PUBLISHED EVERY WEDNESDAY AND SATURDAY.) bbox=[197, 318, 363, 336]
motto-line: We shall deny to no man justice or right: bbox=[201, 360, 359, 370]
